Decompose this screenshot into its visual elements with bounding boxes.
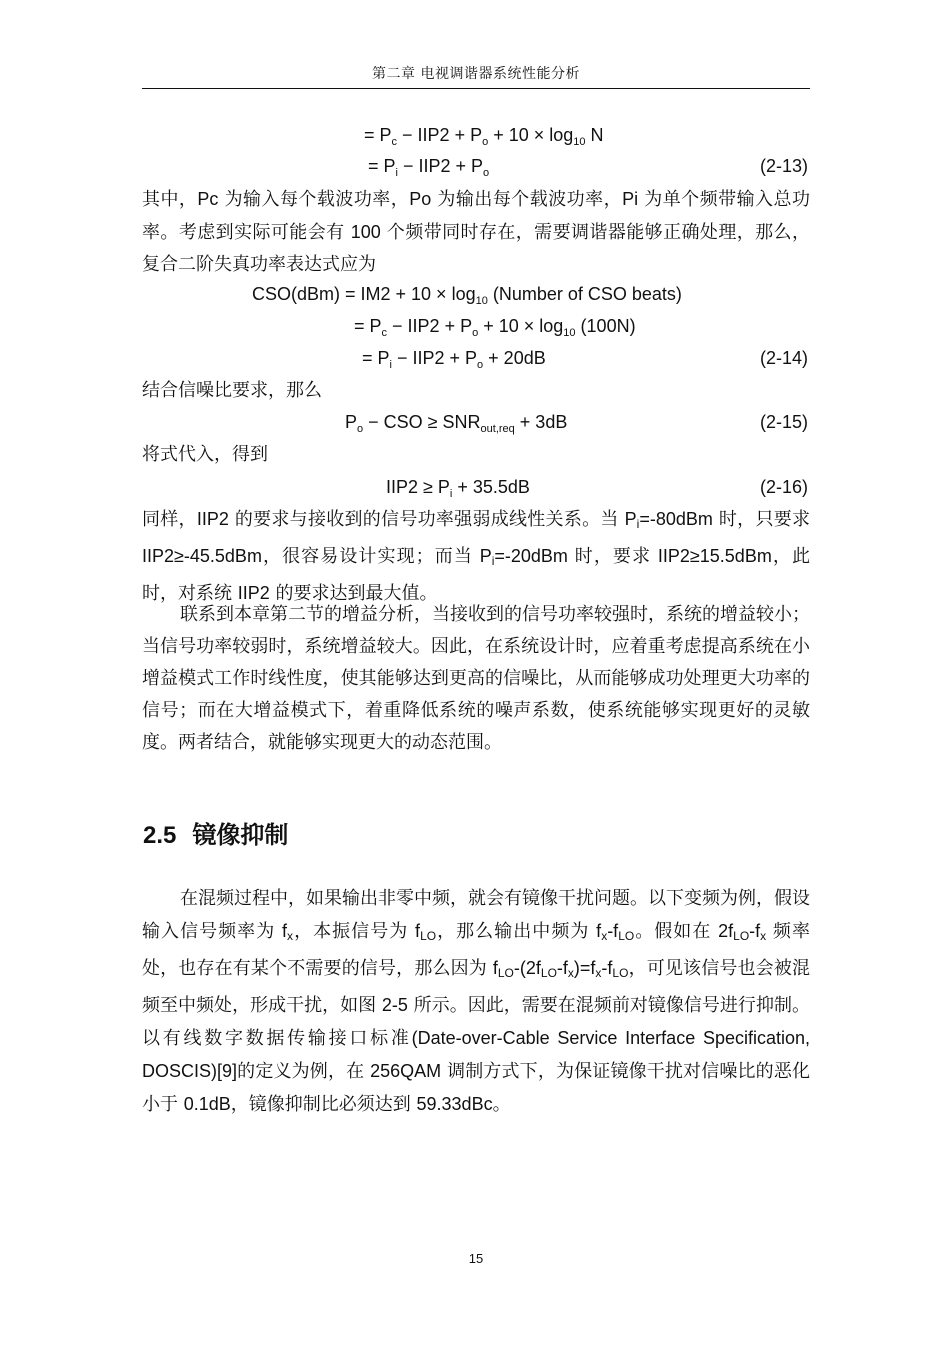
page-number: 15 <box>468 1251 484 1266</box>
equation-2-14-line1: $CSO(dBm) = IM2 + 10 \times \log_{10}$ (Number of CSO beats) <box>252 284 682 307</box>
paragraph: 同样，IIP2 的要求与接收到的信号功率强弱成线性关系。当 $P_i=-80dBm$ 时，只要求 IIP2≥-45.5dBm，很容易设计实现；而当 $P_i=-20dBm$ 时，要求 IIP2≥15.5dBm，此时，对系统 IIP2 的要求达到最大值。 <box>142 509 810 604</box>
equation-number: (2-16) <box>759 477 808 497</box>
section-heading <box>143 815 288 850</box>
equation-number: (2-13) <box>759 156 808 176</box>
running-header: 第二章 电视调谐器系统性能分析 <box>372 66 580 82</box>
equation-2-14-line2: = $P_c - IIP2 + P_o + 10 \times \log_{10} (100N)$ <box>354 316 636 339</box>
paragraph: 将式代入，得到 <box>142 444 268 465</box>
section-title: 镜像抑制 <box>192 821 289 849</box>
paragraph: 其中，Pc 为输入每个载波功率，Po 为输出每个载波功率，Pi 为单个频带输入总功率。考虑到实际可能会有 100 个频带同时存在，需要调谐器能够正确处理，那么，复合二阶失真功率表达式应为 <box>142 189 810 275</box>
equation-2-13-line2: = $P_i - IIP2 + P_o$ <box>368 156 490 179</box>
equation-number: (2-14) <box>759 348 808 368</box>
paragraph: 联系到本章第二节的增益分析，当接收到的信号功率较强时，系统的增益较小；当信号功率较弱时，系统增益较大。因此，在系统设计时，应着重考虑提高系统在小增益模式工作时线性度，使其能够达到更高的信噪比，从而能够成功处理更大功率的信号；而在大增益模式下，着重降低系统的噪声系数，使系统能够实现更好的灵敏度。两者结合，就能够实现更大的动态范围。 <box>142 604 810 753</box>
equation-2-13-line1: = $P_c - IIP2 + P_o + 10 \times \log_{10} N$ <box>364 125 604 148</box>
paragraph: 在混频过程中，如果输出非零中频，就会有镜像干扰问题。以下变频为例，假设输入信号频率为 $f_x$，本振信号为 $f_{LO}$，那么输出中频为 $f_x-f_{LO}$。假如在 $2f_{LO}-f_x$ 频率处，也存在有某个不需要的信号，那么因为 $f_{LO}-(2f_{LO}-f_x)=f_x-f_{LO}$，可见该信号也会被混频至中频处，形成干扰，如图 2-5 所示。因此，需要在混频前对镜像信号进行抑制。以有线数字数据传输接口标准(Date-over-Cable Service Interface Specification, DOSCIS)[9]的定义为例，在 256QAM 调制方式下，为保证镜像干扰对信噪比的恶化小于 0.1dB，镜像抑制比必须达到 59.33dBc。 <box>142 888 810 1115</box>
equation-2-16: $IIP2 \ge P_i + 35.5dB$ <box>386 477 530 500</box>
header-rule <box>142 88 810 89</box>
equation-2-15: $P_o$ − CSO ≥ $SNR_{out,req} + 3dB$ <box>345 412 568 435</box>
equation-number: (2-15) <box>759 412 808 432</box>
equation-2-14-line3: = $P_i - IIP2 + P_o + 20dB$ <box>362 348 546 371</box>
section-number: 2.5 <box>143 822 177 849</box>
paragraph: 结合信噪比要求，那么 <box>142 380 322 401</box>
